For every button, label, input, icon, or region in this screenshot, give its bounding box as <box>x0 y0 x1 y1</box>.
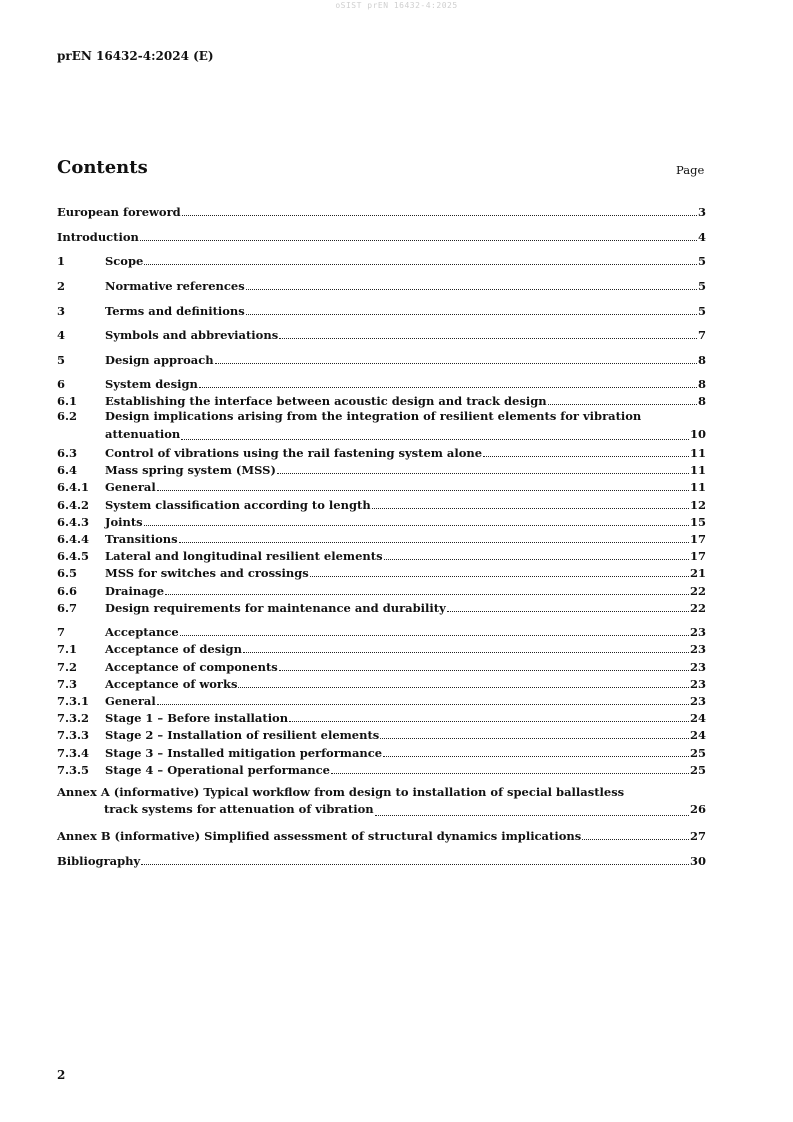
watermark: oSIST prEN 16432-4:2025 <box>335 1 458 10</box>
dot-leader <box>144 263 697 265</box>
toc-entry-3[interactable] <box>57 300 706 317</box>
toc-entry-bibliography[interactable] <box>57 851 706 868</box>
toc-entry-title: Normative references <box>105 278 245 293</box>
toc-entry-title: MSS for switches and crossings <box>105 566 309 581</box>
page-number: 2 <box>57 1068 66 1082</box>
toc-entry-page: 4 <box>697 229 706 244</box>
toc-entry-page: 17 <box>689 549 706 564</box>
toc-entry-title: Symbols and abbreviations <box>105 328 279 343</box>
toc-entry-annex-b[interactable] <box>57 826 706 843</box>
toc-entry-title: Establishing the interface between acoustic design and track design <box>105 394 547 409</box>
toc-entry-page: 23 <box>689 642 706 657</box>
dot-leader <box>140 239 697 241</box>
dot-leader <box>141 863 689 865</box>
toc-entry-title-line2: attenuation <box>105 426 181 441</box>
dot-leader <box>243 651 689 653</box>
dot-leader <box>548 403 697 405</box>
toc-entry-7-2[interactable] <box>57 656 706 673</box>
dot-leader <box>380 737 689 739</box>
toc-entry-title: Design requirements for maintenance and durability <box>105 600 446 615</box>
dot-leader <box>180 634 689 636</box>
toc-entry-6-3[interactable] <box>57 443 706 460</box>
toc-entry-7-3-5[interactable] <box>57 760 706 777</box>
toc-entry-title: Lateral and longitudinal resilient elements <box>105 549 383 564</box>
toc-entry-number: 6.2 <box>57 409 78 424</box>
toc-entry-title: Design approach <box>105 352 214 367</box>
toc-entry-number: 6.4.3 <box>57 514 90 529</box>
dot-leader <box>279 669 689 671</box>
toc-entry-1[interactable] <box>57 251 706 268</box>
toc-entry-page: 11 <box>689 463 706 478</box>
toc-entry-title: System classification according to length <box>105 497 371 512</box>
toc-entry-annex-a[interactable] <box>57 784 706 818</box>
toc-entry-number: 7.3.1 <box>57 694 90 709</box>
toc-entry-page: 5 <box>697 254 706 269</box>
toc-entry-number: 6.4.2 <box>57 497 90 512</box>
toc-entry-number: 6.6 <box>57 583 78 598</box>
toc-entry-6-4-1[interactable] <box>57 477 706 494</box>
dot-leader <box>483 455 689 457</box>
toc-entry-number: 7.2 <box>57 659 78 674</box>
toc-entry-page: 23 <box>689 676 706 691</box>
toc-entry-number: 7 <box>57 625 66 640</box>
toc-entry-number: 2 <box>57 278 66 293</box>
toc-entry-number: 6.4.5 <box>57 549 90 564</box>
dot-leader <box>246 313 697 315</box>
toc-entry-title: Mass spring system (MSS) <box>105 463 276 478</box>
toc-entry-title: European foreword <box>57 205 181 220</box>
toc-entry-6-6[interactable] <box>57 580 706 597</box>
toc-entry-page: 22 <box>689 600 706 615</box>
dot-leader <box>238 686 689 688</box>
dot-leader <box>157 489 689 491</box>
table-of-contents <box>57 202 706 868</box>
toc-entry-title: Introduction <box>57 229 139 244</box>
toc-entry-page: 23 <box>689 625 706 640</box>
toc-entry-title: Terms and definitions <box>105 303 245 318</box>
toc-entry-7[interactable] <box>57 622 706 639</box>
toc-entry-title: Stage 3 – Installed mitigation performance <box>105 745 383 760</box>
toc-entry-number: 7.3.3 <box>57 728 90 743</box>
toc-entry-title: Stage 1 – Before installation <box>105 711 289 726</box>
toc-entry-6-7[interactable] <box>57 598 706 615</box>
toc-entry-title: Acceptance of components <box>105 659 278 674</box>
toc-entry-7-1[interactable] <box>57 639 706 656</box>
dot-leader <box>277 472 689 474</box>
toc-entry-number: 5 <box>57 352 66 367</box>
toc-entry-title: General <box>105 694 156 709</box>
toc-entry-page: 26 <box>689 802 706 817</box>
toc-entry-title: Control of vibrations using the rail fastening system alone <box>105 446 483 461</box>
dot-leader <box>181 438 689 440</box>
dot-leader <box>582 838 689 840</box>
dot-leader <box>179 541 689 543</box>
toc-entry-4[interactable] <box>57 325 706 342</box>
toc-entry-7-3-2[interactable] <box>57 708 706 725</box>
dot-leader <box>182 214 697 216</box>
toc-entry-title: Acceptance of works <box>105 676 238 691</box>
toc-entry-page: 11 <box>689 446 706 461</box>
toc-entry-page: 3 <box>697 205 706 220</box>
toc-entry-page: 5 <box>697 303 706 318</box>
toc-entry-page: 8 <box>697 394 706 409</box>
toc-entry-title: Stage 4 – Operational performance <box>105 762 331 777</box>
toc-entry-page: 7 <box>697 328 706 343</box>
toc-entry-number: 7.3.2 <box>57 711 90 726</box>
toc-entry-page: 25 <box>689 762 706 777</box>
toc-entry-number: 6 <box>57 377 66 392</box>
toc-entry-number: 6.4.4 <box>57 531 90 546</box>
toc-entry-title-line1: Annex A (informative) Typical workflow from design to installation of special ballastless <box>57 785 625 800</box>
toc-entry-page: 24 <box>689 728 706 743</box>
toc-entry-title: Stage 2 – Installation of resilient elements <box>105 728 380 743</box>
toc-entry-page: 8 <box>697 352 706 367</box>
toc-entry-page: 25 <box>689 745 706 760</box>
document-identifier: prEN 16432-4:2024 (E) <box>57 49 214 63</box>
contents-heading: Contents <box>57 157 148 178</box>
toc-entry-title: Bibliography <box>57 853 141 868</box>
toc-entry-title: Acceptance of design <box>105 642 242 657</box>
toc-entry-page: 17 <box>689 531 706 546</box>
dot-leader <box>384 558 689 560</box>
toc-entry-6-1[interactable] <box>57 391 706 408</box>
toc-entry-6-4-3[interactable] <box>57 512 706 529</box>
toc-entry-page: 8 <box>697 377 706 392</box>
toc-entry-6-5[interactable] <box>57 563 706 580</box>
dot-leader <box>157 703 689 705</box>
toc-entry-title: Drainage <box>105 583 165 598</box>
dot-leader <box>310 575 689 577</box>
toc-entry-7-3-1[interactable] <box>57 691 706 708</box>
toc-entry-7-3-3[interactable] <box>57 725 706 742</box>
toc-entry-title: System design <box>105 377 198 392</box>
dot-leader <box>375 814 689 816</box>
toc-entry-number: 6.1 <box>57 394 78 409</box>
toc-entry-number: 7.3.5 <box>57 762 90 777</box>
toc-entry-title: Acceptance <box>105 625 179 640</box>
toc-entry-6-4-2[interactable] <box>57 494 706 511</box>
toc-entry-title: Scope <box>105 254 144 269</box>
toc-entry-page: 21 <box>689 566 706 581</box>
dot-leader <box>246 288 697 290</box>
toc-entry-page: 22 <box>689 583 706 598</box>
toc-entry-page: 30 <box>689 853 706 868</box>
toc-entry-page: 5 <box>697 278 706 293</box>
toc-entry-page: 23 <box>689 694 706 709</box>
toc-entry-2[interactable] <box>57 276 706 293</box>
toc-entry-7-3-4[interactable] <box>57 742 706 759</box>
toc-entry-number: 6.3 <box>57 446 78 461</box>
dot-leader <box>447 610 689 612</box>
toc-entry-title: Joints <box>105 514 143 529</box>
toc-entry-title-line2: track systems for attenuation of vibration <box>104 802 374 817</box>
toc-entry-title-line1: Design implications arising from the integration of resilient elements for vibration <box>105 409 642 424</box>
toc-entry-number: 7.1 <box>57 642 78 657</box>
toc-entry-page: 15 <box>689 514 706 529</box>
toc-entry-number: 6.5 <box>57 566 78 581</box>
page-column-label: Page <box>676 163 705 177</box>
toc-entry-7-3[interactable] <box>57 674 706 691</box>
toc-entry-number: 6.4 <box>57 463 78 478</box>
dot-leader <box>383 755 689 757</box>
toc-entry-page: 11 <box>689 480 706 495</box>
toc-entry-6[interactable] <box>57 374 706 391</box>
toc-entry-page: 24 <box>689 711 706 726</box>
toc-entry-title: Annex B (informative) Simplified assessment of structural dynamics implications <box>57 829 582 844</box>
toc-entry-6-4-4[interactable] <box>57 529 706 546</box>
dot-leader <box>372 507 689 509</box>
toc-entry-title: General <box>105 480 156 495</box>
toc-entry-page: 12 <box>689 497 706 512</box>
toc-entry-6-4-5[interactable] <box>57 546 706 563</box>
toc-entry-page: 23 <box>689 659 706 674</box>
toc-entry-title: Transitions <box>105 531 178 546</box>
toc-entry-5[interactable] <box>57 349 706 366</box>
toc-entry-page: 27 <box>689 829 706 844</box>
toc-entry-european-foreword[interactable] <box>57 202 706 219</box>
toc-entry-number: 1 <box>57 254 66 269</box>
dot-leader <box>331 772 689 774</box>
toc-entry-number: 6.4.1 <box>57 480 90 495</box>
toc-entry-6-2[interactable] <box>57 408 706 442</box>
toc-entry-number: 7.3 <box>57 676 78 691</box>
toc-entry-number: 7.3.4 <box>57 745 90 760</box>
dot-leader <box>215 362 697 364</box>
dot-leader <box>289 720 689 722</box>
toc-entry-page: 10 <box>689 426 706 441</box>
toc-entry-number: 6.7 <box>57 600 78 615</box>
dot-leader <box>199 386 697 388</box>
toc-entry-number: 3 <box>57 303 66 318</box>
dot-leader <box>279 337 697 339</box>
toc-entry-6-4[interactable] <box>57 460 706 477</box>
dot-leader <box>165 593 689 595</box>
toc-entry-number: 4 <box>57 328 66 343</box>
dot-leader <box>144 524 689 526</box>
toc-entry-introduction[interactable] <box>57 227 706 244</box>
